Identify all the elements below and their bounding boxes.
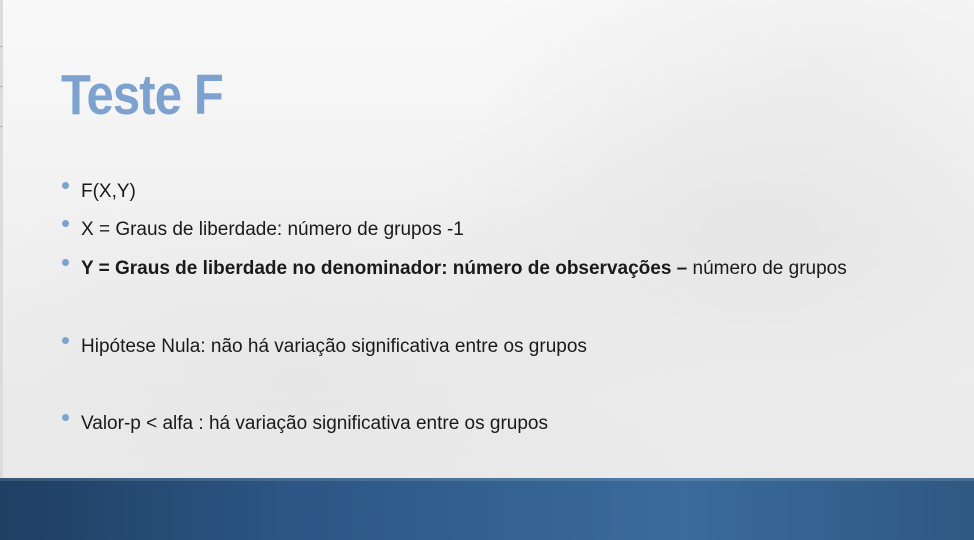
bullet-text: F(X,Y) <box>81 181 136 202</box>
bullet-dot-icon <box>62 182 69 189</box>
bullet-text: X = Graus de liberdade: número de grupos -1 <box>81 219 464 240</box>
bullet-normal-text: número de grupos <box>687 258 847 279</box>
bullet-dot-icon <box>62 259 69 266</box>
bullet-dot-icon <box>62 220 69 227</box>
bullet-dot-icon <box>62 414 69 421</box>
bullet-text: Hipótese Nula: não há variação significativa entre os grupos <box>81 336 587 357</box>
bullet-text-mixed <box>81 257 847 281</box>
slide-title: Teste F <box>61 63 223 127</box>
bullet-text: Valor-p < alfa : há variação significativa entre os grupos <box>81 413 548 434</box>
edge-tick <box>0 126 3 127</box>
bullet-bold-text: Y = Graus de liberdade no denominador: número de observações – <box>81 258 688 279</box>
edge-tick <box>0 86 3 87</box>
slide-left-edge <box>0 0 3 478</box>
edge-tick <box>0 46 3 47</box>
footer-bar <box>0 478 974 540</box>
bullet-dot-icon <box>62 337 69 344</box>
